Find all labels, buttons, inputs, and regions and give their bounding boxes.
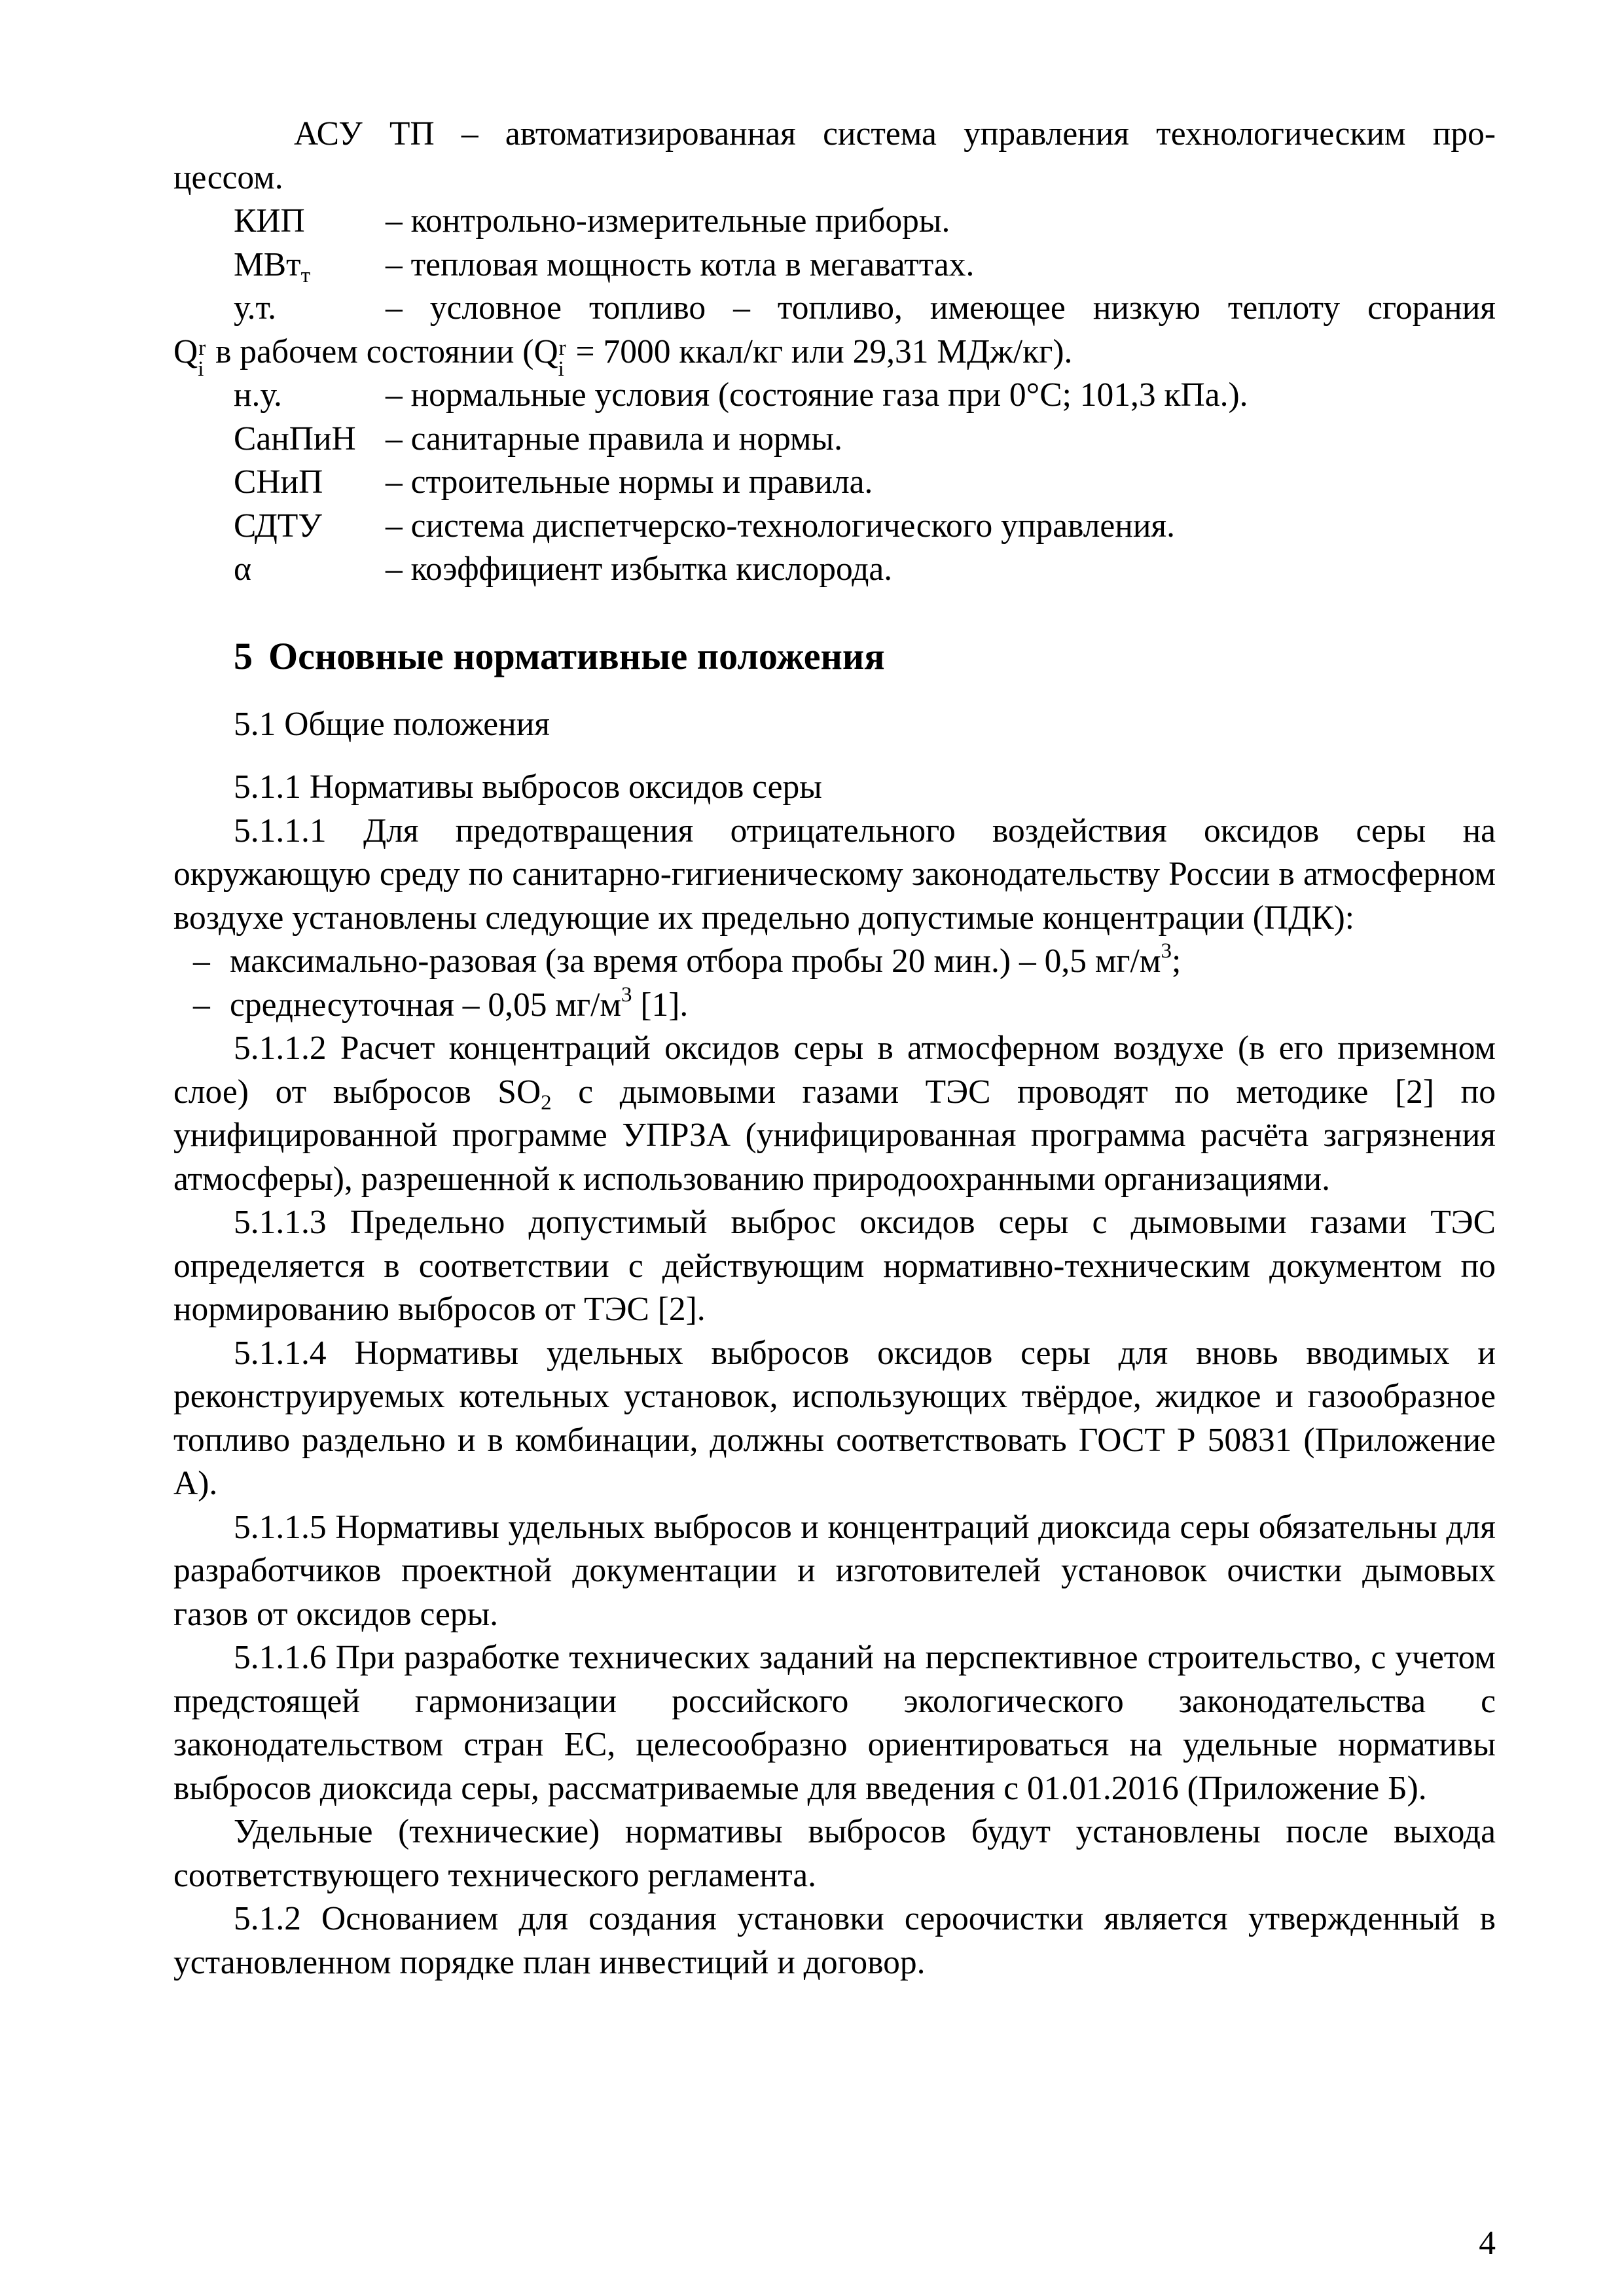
paragraph-5-1-1-6: 5.1.1.6 При разработке технических заданий на перспективное строительство, с учетом предстоящей гармонизации российского экологического законодательства с законодательством стран ЕС, целесообразно ориентироваться на удельные нормативы выбросов диоксида серы, рассматриваемые для введения с 01.01.2016 (Приложение Б). <box>173 1639 1496 1807</box>
abbr-definition: – тепловая мощность котла в мегаваттах. <box>386 245 975 283</box>
paragraph-text-b: с дымовыми газами ТЭС проводят по методике [2] по унифицированной программе УПРЗА (унифицированная программа расчёта загрязнения атмосферы), разрешенной к использованию природоохранными организациями. <box>173 1073 1496 1198</box>
abbr-snip <box>173 461 1496 505</box>
page-number: 4 <box>1479 2225 1496 2262</box>
paragraph-5-1-2: 5.1.2 Основанием для создания установки сероочистки является утвержденный в установленном порядке план инвестиций и договор. <box>173 1900 1496 1981</box>
abbr-sanpin <box>173 418 1496 461</box>
so2-subscript: 2 <box>541 1090 552 1115</box>
abbr-kip <box>173 200 1496 243</box>
list-item <box>173 940 1496 984</box>
section-heading <box>173 634 1496 679</box>
abbr-definition: – строительные нормы и правила. <box>386 463 873 501</box>
abbr-definition: – нормальные условия (состояние газа при 0°С; 101,3 кПа.). <box>386 376 1248 414</box>
body-text <box>173 113 1496 1984</box>
abbr-term: СанПиН <box>234 420 356 457</box>
list-item-body: среднесуточная – 0,05 мг/м <box>230 986 621 1024</box>
list-item-end: ; <box>1171 942 1182 980</box>
ut-text-2: = 7000 ккал/кг или 29,31 МДж/кг). <box>567 332 1073 370</box>
list-item-body: максимально-разовая (за время отбора пробы 20 мин.) – 0,5 мг/м <box>230 942 1161 980</box>
paragraph-5-1-1-1: 5.1.1.1 Для предотвращения отрицательного воздействия оксидов серы на окружающую среду по санитарно-гигиеническому законодательству России в атмосферном воздухе установлены следующие их предельно допустимые концентрации (ПДК): <box>173 812 1496 937</box>
abbr-mwt <box>173 243 1496 287</box>
abbr-term <box>234 243 386 287</box>
abbr-asu-line1: АСУ ТП – автоматизированная система управления технологическим про- <box>294 115 1496 152</box>
paragraph-5-1-1-4: 5.1.1.4 Нормативы удельных выбросов оксидов серы для вновь вводимых и реконструируемых котельных установок, использующих твёрдое, жидкое и газообразное топливо раздельно и в комбинации, должны соответствовать ГОСТ Р 50831 (Приложение А). <box>173 1334 1496 1502</box>
list-item-end: [1]. <box>632 986 689 1024</box>
section-number: 5 <box>234 634 253 677</box>
subsection-5-1-1: 5.1.1 Нормативы выбросов оксидов серы <box>234 768 822 806</box>
paragraph-text-a: 5.1.1.2 Расчет концентраций оксидов серы в атмосферном воздухе (в его приземном слое) от выбросов SO <box>173 1030 1496 1111</box>
paragraph-5-1-1-2 <box>173 1027 1496 1201</box>
abbr-term: α <box>234 550 251 588</box>
abbr-sdtu <box>173 505 1496 548</box>
list-item-text <box>230 984 688 1028</box>
abbr-term: у.т. <box>234 289 276 327</box>
list-dash: – <box>193 942 210 980</box>
abbr-ut <box>173 287 1496 331</box>
abbr-definition: – система диспетчерско-технологического управления. <box>386 507 1175 545</box>
list-item <box>173 984 1496 1028</box>
section-title: Основные нормативные положения <box>268 634 885 677</box>
ut-text-1: в рабочем состоянии (Q <box>207 332 558 370</box>
list-dash: – <box>193 986 210 1024</box>
q-symbol: Q <box>173 332 198 370</box>
abbr-definition: – санитарные правила и нормы. <box>386 420 842 457</box>
abbr-definition: – условное топливо – топливо, имеющее низкую теплоту сгорания <box>386 289 1496 327</box>
abbr-definition: – контрольно-измерительные приборы. <box>386 202 950 240</box>
abbr-term: КИП <box>234 202 305 240</box>
abbr-term: СНиП <box>234 463 323 501</box>
subsection-5-1: 5.1 Общие положения <box>234 705 550 743</box>
abbr-term-subscript: т <box>300 263 311 287</box>
abbr-term: СДТУ <box>234 507 322 545</box>
abbr-term: н.у. <box>234 376 282 414</box>
abbr-asu-line2: цессом. <box>173 158 283 196</box>
unit-superscript: 3 <box>621 982 632 1007</box>
abbr-term-main: МВт <box>234 245 301 283</box>
abbr-definition: – коэффициент избытка кислорода. <box>386 550 893 588</box>
abbr-ut-continuation: Q r i в рабочем состоянии (Q r i = 7000 ккал/кг или 29,31 МДж/кг). <box>173 332 1073 381</box>
unit-superscript: 3 <box>1161 939 1172 963</box>
abbr-nu <box>173 374 1496 418</box>
paragraph-specific-norms: Удельные (технические) нормативы выбросов будут установлены после выхода соответствующего технического регламента. <box>173 1813 1496 1894</box>
paragraph-5-1-1-3: 5.1.1.3 Предельно допустимый выброс оксидов серы с дымовыми газами ТЭС определяется в соответствии с действующим нормативно-техническим документом по нормированию выбросов от ТЭС [2]. <box>173 1204 1496 1328</box>
list-item-text <box>230 940 1181 984</box>
abbr-asu <box>173 113 1496 200</box>
paragraph-5-1-1-5: 5.1.1.5 Нормативы удельных выбросов и концентраций диоксида серы обязательны для разработчиков проектной документации и изготовителей установок очистки дымовых газов от оксидов серы. <box>173 1508 1496 1633</box>
abbr-alpha <box>173 548 1496 592</box>
